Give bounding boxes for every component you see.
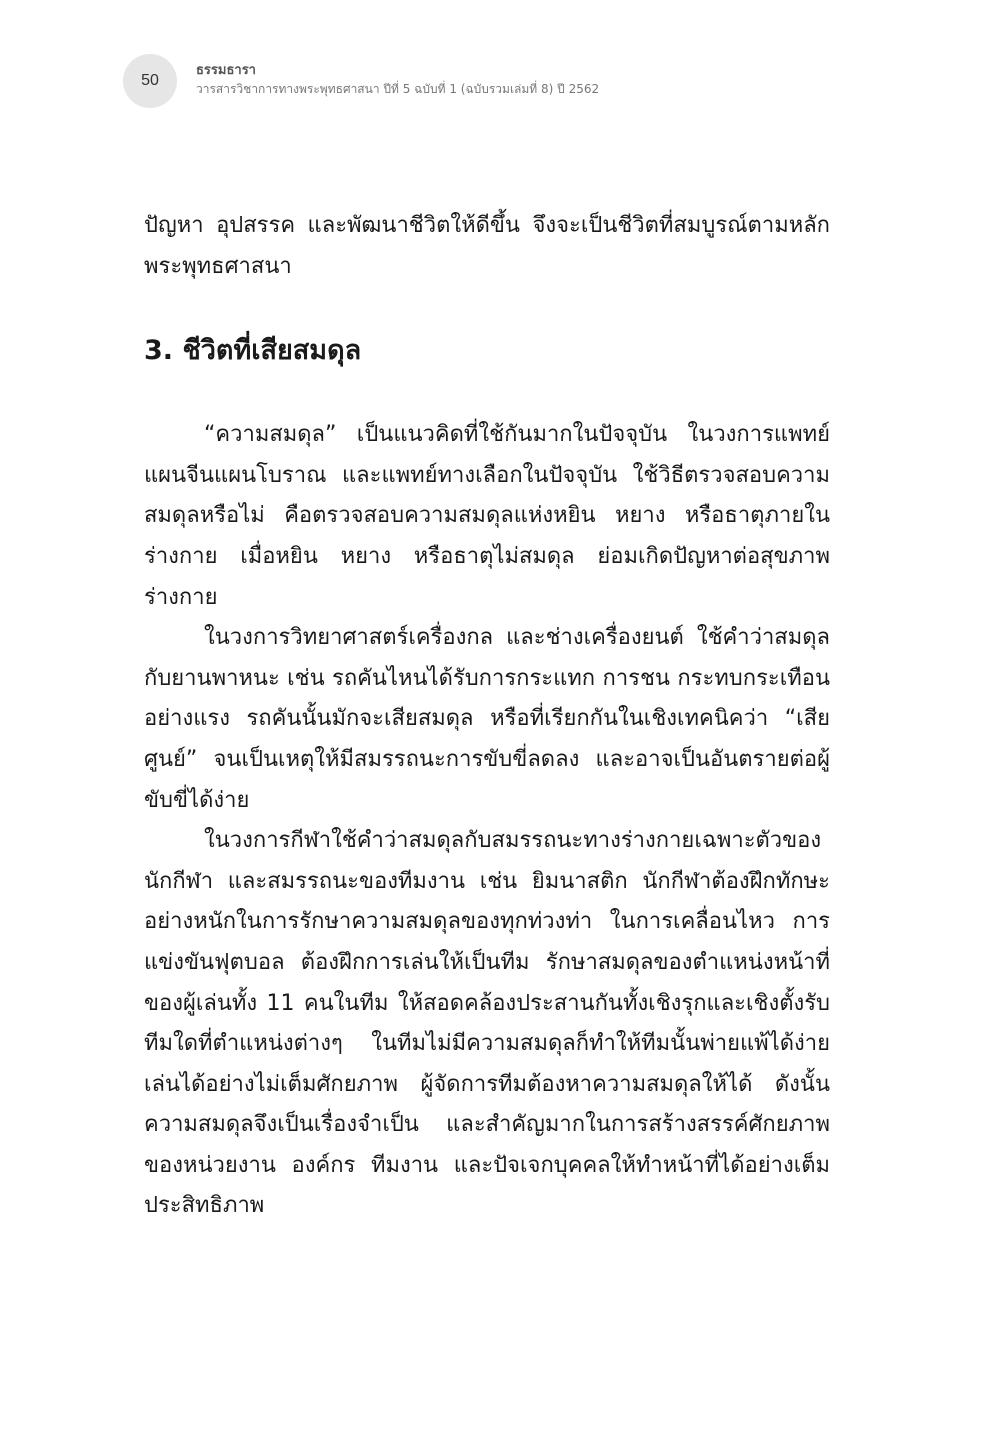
journal-issue: วารสารวิชาการทางพระพุทธศาสนา ปีที่ 5 ฉบับที่ 1 (ฉบับรวมเล่มที่ 8) ปี 2562 xyxy=(196,82,600,96)
page-body xyxy=(144,206,830,1227)
opening-paragraph: ปัญหา อุปสรรค และพัฒนาชีวิตให้ดีขึ้น จึงจะเป็นชีวิตที่สมบูรณ์ตามหลักพระพุทธศาสนา xyxy=(144,213,830,279)
section-heading: 3. ชีวิตที่เสียสมดุล xyxy=(144,335,362,367)
body-paragraph: “ความสมดุล” เป็นแนวคิดที่ใช้กันมากในปัจจุบัน ในวงการแพทย์แผนจีนแผนโบราณ และแพทย์ทางเลือกในปัจจุบัน ใช้วิธีตรวจสอบความสมดุลหรือไม่ คือตรวจสอบความสมดุลแห่งหยิน หยาง หรือธาตุภายในร่างกาย เมื่อหยิน หยาง หรือธาตุไม่สมดุล ย่อมเกิดปัญหาต่อสุขภาพร่างกาย xyxy=(144,422,830,610)
body-paragraph: ในวงการวิทยาศาสตร์เครื่องกล และช่างเครื่องยนต์ ใช้คำว่าสมดุลกับยานพาหนะ เช่น รถคันไหนได้รับการกระแทก การชน กระทบกระเทือนอย่างแรง รถคันนั้นมักจะเสียสมดุล หรือที่เรียกกันในเชิงเทคนิคว่า “เสียศูนย์” จนเป็นเหตุให้มีสมรรถนะการขับขี่ลดลง และอาจเป็นอันตรายต่อผู้ขับขี่ได้ง่าย xyxy=(144,625,830,813)
page-number-text: 50 xyxy=(141,72,159,89)
body-paragraph: ในวงการกีฬาใช้คำว่าสมดุลกับสมรรถนะทางร่างกายเฉพาะตัวของนักกีฬา และสมรรถนะของทีมงาน เช่น ยิมนาสติก นักกีฬาต้องฝึกทักษะอย่างหนักในการรักษาความสมดุลของทุกท่วงท่า ในการเคลื่อนไหว การแข่งขันฟุตบอล ต้องฝึกการเล่นให้เป็นทีม รักษาสมดุลของตำแหน่งหน้าที่ของผู้เล่นทั้ง 11 คนในทีม ให้สอดคล้องประสานกันทั้งเชิงรุกและเชิงตั้งรับ ทีมใดที่ตำแหน่งต่างๆ ในทีมไม่มีความสมดุลก็ทำให้ทีมนั้นพ่ายแพ้ได้ง่าย เล่นได้อย่างไม่เต็มศักยภาพ ผู้จัดการทีมต้องหาความสมดุลให้ได้ ดังนั้น ความสมดุลจึงเป็นเรื่องจำเป็น และสำคัญมากในการสร้างสรรค์ศักยภาพของหน่วยงาน องค์กร ทีมงาน และปัจเจกบุคคลให้ทำหน้าที่ได้อย่างเต็มประสิทธิภาพ xyxy=(144,828,830,1219)
running-header xyxy=(196,62,599,98)
journal-name: ธรรมธารา xyxy=(196,63,256,78)
page-number xyxy=(123,54,177,108)
